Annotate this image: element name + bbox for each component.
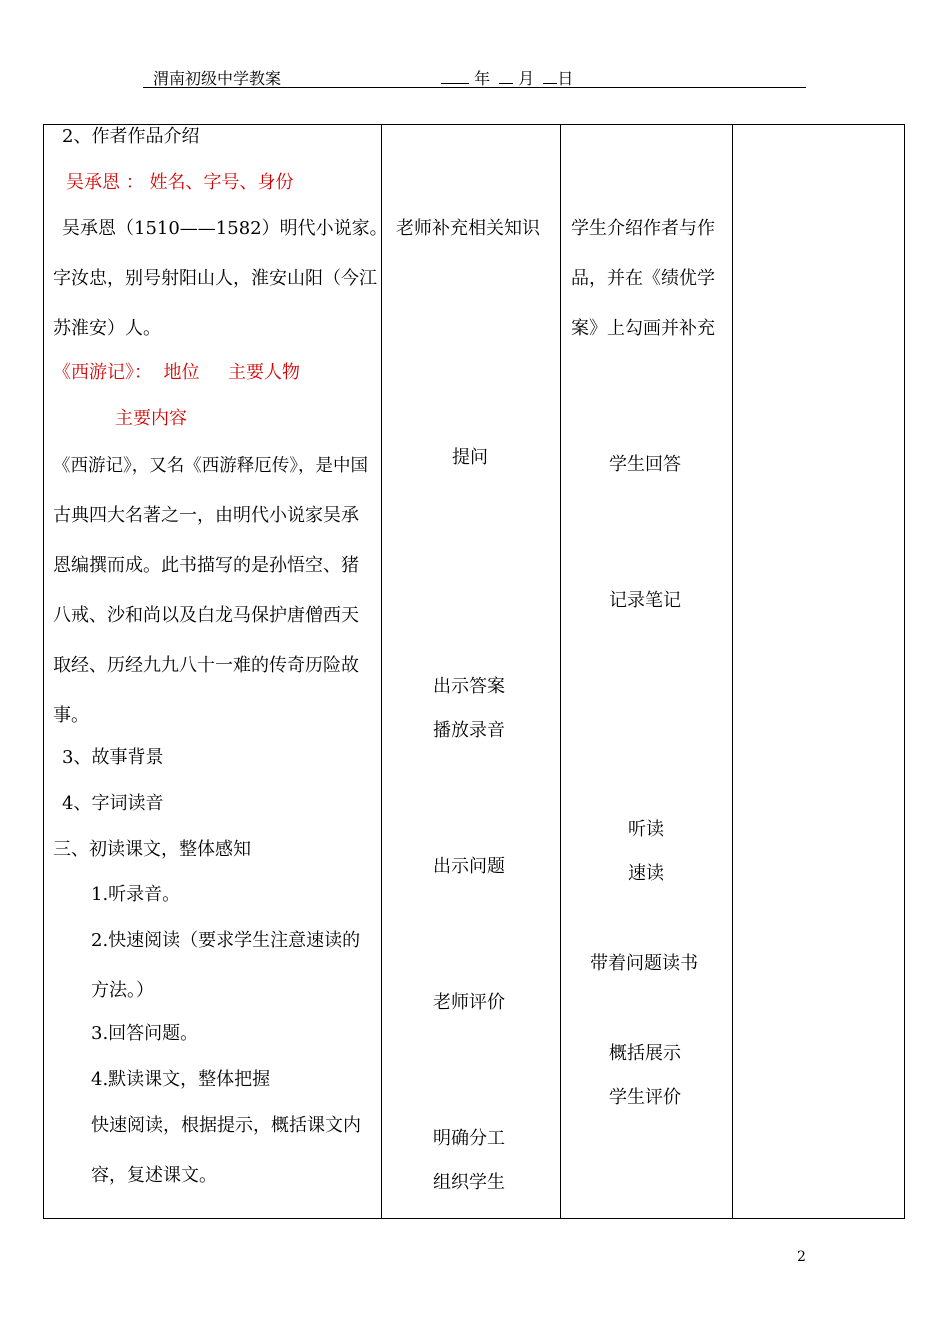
year-label: 年: [474, 69, 491, 88]
content-line: 古典四大名著之一，由明代小说家吴承: [53, 505, 359, 526]
step-item: 4.默读课文，整体把握: [91, 1069, 271, 1090]
teacher-activity: 明确分工: [433, 1128, 505, 1149]
section-heading: 三、初读课文，整体感知: [53, 839, 251, 860]
day-blank: [543, 69, 557, 84]
author-prompt: 吴承恩 ： 姓名、字号、身份: [66, 172, 294, 193]
student-activity: 记录笔记: [609, 590, 681, 611]
column-divider: [560, 125, 561, 1218]
student-activity: 品，并在《绩优学: [571, 268, 715, 289]
student-activity: 学生介绍作者与作: [571, 218, 715, 239]
teacher-activity: 提问: [452, 447, 488, 468]
content-line: 事。: [53, 705, 89, 726]
month-label: 月: [518, 69, 535, 88]
section-heading: 4、字词读音: [62, 793, 164, 814]
content-line: 吴承恩（1510——1582）明代小说家。: [62, 218, 388, 239]
content-line: 快速阅读，根据提示，概括课文内: [91, 1115, 361, 1136]
teacher-activity: 播放录音: [433, 720, 505, 741]
teacher-activity: 老师补充相关知识: [396, 218, 540, 239]
content-line: 取经、历经九九八十一难的传奇历险故: [53, 655, 359, 676]
step-item: 方法。）: [91, 980, 154, 1001]
date-line: [441, 66, 573, 89]
section-heading: 3、故事背景: [62, 747, 164, 768]
column-divider: [381, 125, 382, 1218]
column-divider: [732, 125, 733, 1218]
student-activity: 学生回答: [609, 454, 681, 475]
student-activity: 听读: [628, 819, 664, 840]
page-number: 2: [797, 1249, 806, 1265]
student-activity: 概括展示: [609, 1043, 681, 1064]
document-header: [143, 62, 806, 88]
content-line: 八戒、沙和尚以及白龙马保护唐僧西天: [53, 605, 359, 626]
day-label: 日: [557, 69, 574, 88]
content-line: 字汝忠，别号射阳山人，淮安山阳（今江: [53, 268, 377, 289]
student-activity: 学生评价: [609, 1087, 681, 1108]
student-activity: 带着问题读书: [590, 953, 698, 974]
school-name: 渭南初级中学教案: [153, 69, 282, 88]
section-heading: 2、作者作品介绍: [62, 126, 200, 147]
year-blank: [441, 69, 469, 84]
step-item: 2.快速阅读（要求学生注意速读的: [91, 930, 361, 951]
book-prompt: 《西游记》： 地位 主要人物: [53, 362, 301, 383]
student-activity: 速读: [628, 863, 664, 884]
content-line: 苏淮安）人。: [53, 318, 161, 339]
teacher-activity: 老师评价: [433, 992, 505, 1013]
book-prompt-content: 主要内容: [115, 408, 187, 429]
content-line: 容，复述课文。: [91, 1165, 217, 1186]
teacher-activity: 组织学生: [433, 1172, 505, 1193]
content-line: 《西游记》，又名《西游释厄传》，是中国: [53, 456, 368, 476]
student-activity: 案》上勾画并补充: [571, 318, 715, 339]
month-blank: [499, 69, 513, 84]
content-line: 恩编撰而成。此书描写的是孙悟空、猪: [53, 555, 359, 576]
teacher-activity: 出示答案: [433, 676, 505, 697]
step-item: 1.听录音。: [91, 884, 181, 905]
step-item: 3.回答问题。: [91, 1023, 199, 1044]
teacher-activity: 出示问题: [433, 856, 505, 877]
